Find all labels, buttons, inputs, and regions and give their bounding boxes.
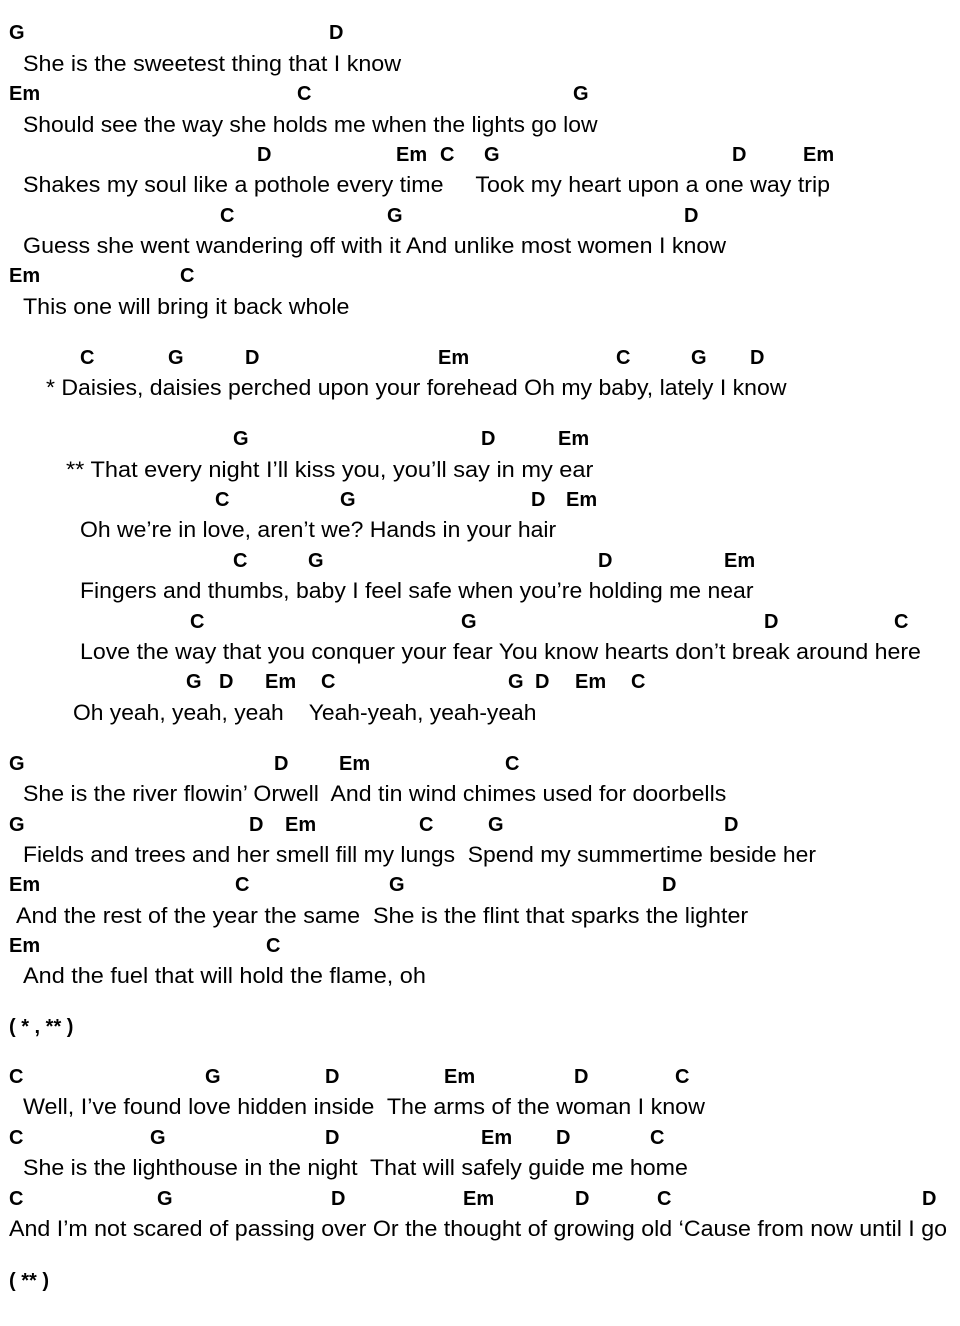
- chord: D: [556, 1127, 571, 1149]
- lyric-line: Guess she went wandering off with it And unlike most women I know: [23, 233, 727, 258]
- chord: C: [9, 1188, 24, 1210]
- chord: Em: [803, 144, 835, 166]
- chord: G: [387, 205, 403, 227]
- chord: C: [297, 83, 312, 105]
- lyric-line: Fields and trees and her smell fill my lungs Spend my summertime beside her: [23, 842, 816, 867]
- chord: D: [249, 814, 264, 836]
- chord: Em: [438, 347, 470, 369]
- chord: D: [598, 550, 613, 572]
- chord: D: [219, 671, 234, 693]
- chord: G: [150, 1127, 166, 1149]
- lyric-line: Oh yeah, yeah, yeah Yeah-yeah, yeah-yeah: [73, 700, 537, 725]
- chord: D: [684, 205, 699, 227]
- chord: D: [329, 22, 344, 44]
- lyric-line: Love the way that you conquer your fear You know hearts don’t break around here: [80, 639, 921, 664]
- chord: Em: [575, 671, 607, 693]
- chord: Em: [9, 874, 41, 896]
- chord: C: [675, 1066, 690, 1088]
- chord: G: [205, 1066, 221, 1088]
- chord: G: [233, 428, 249, 450]
- chord: C: [266, 935, 281, 957]
- chord: Em: [9, 935, 41, 957]
- chord: C: [9, 1127, 24, 1149]
- lyric-line: And the fuel that will hold the flame, oh: [23, 963, 426, 988]
- chord: G: [157, 1188, 173, 1210]
- chord: Em: [481, 1127, 513, 1149]
- chord: C: [650, 1127, 665, 1149]
- chord: D: [535, 671, 550, 693]
- chord: Em: [285, 814, 317, 836]
- lyric-line: This one will bring it back whole: [23, 294, 350, 319]
- repeat-marker: ( * , ** ): [9, 1016, 74, 1038]
- chord: D: [732, 144, 747, 166]
- lyric-line: Fingers and thumbs, baby I feel safe when you’re holding me near: [80, 578, 754, 603]
- chord: G: [484, 144, 500, 166]
- chord: D: [662, 874, 677, 896]
- chord: G: [186, 671, 202, 693]
- chord: G: [168, 347, 184, 369]
- chord: D: [481, 428, 496, 450]
- chord: Em: [463, 1188, 495, 1210]
- lyric-line: And I’m not scared of passing over Or the thought of growing old ‘Cause from now until I go: [9, 1216, 948, 1241]
- chord: G: [308, 550, 324, 572]
- chord: C: [9, 1066, 24, 1088]
- lyric-line: Oh we’re in love, aren’t we? Hands in your hair: [80, 517, 557, 542]
- chord: Em: [444, 1066, 476, 1088]
- chord: Em: [9, 83, 41, 105]
- chord: C: [419, 814, 434, 836]
- chord: C: [894, 611, 909, 633]
- chord: D: [574, 1066, 589, 1088]
- chord: Em: [396, 144, 428, 166]
- chord: G: [461, 611, 477, 633]
- lyric-line: ** That every night I’ll kiss you, you’ll say in my ear: [66, 457, 594, 482]
- chord: Em: [724, 550, 756, 572]
- repeat-marker: ( ** ): [9, 1270, 49, 1292]
- chord: Em: [558, 428, 590, 450]
- chord: C: [235, 874, 250, 896]
- lyric-line: Should see the way she holds me when the lights go low: [23, 112, 598, 137]
- lyric-line: * Daisies, daisies perched upon your forehead Oh my baby, lately I know: [46, 375, 787, 400]
- chord: C: [190, 611, 205, 633]
- chord: D: [764, 611, 779, 633]
- chord: C: [616, 347, 631, 369]
- chord: C: [215, 489, 230, 511]
- chord: G: [389, 874, 405, 896]
- chord: Em: [566, 489, 598, 511]
- chord: C: [220, 205, 235, 227]
- lyric-line: Shakes my soul like a pothole every time Took my heart upon a one way trip: [23, 172, 831, 197]
- chord: Em: [9, 265, 41, 287]
- chord: C: [180, 265, 195, 287]
- lyric-line: And the rest of the year the same She is the flint that sparks the lighter: [16, 903, 749, 928]
- lyric-line: Well, I’ve found love hidden inside The arms of the woman I know: [23, 1094, 705, 1119]
- lyric-line: She is the lighthouse in the night That will safely guide me home: [23, 1155, 688, 1180]
- chord: G: [508, 671, 524, 693]
- chord: D: [325, 1066, 340, 1088]
- chord: C: [233, 550, 248, 572]
- chord: D: [257, 144, 272, 166]
- chord: G: [9, 22, 25, 44]
- chord: G: [9, 814, 25, 836]
- chord: C: [80, 347, 95, 369]
- chord: G: [340, 489, 356, 511]
- chord: G: [573, 83, 589, 105]
- chord: D: [331, 1188, 346, 1210]
- chord: C: [505, 753, 520, 775]
- chord: G: [9, 753, 25, 775]
- chord: G: [691, 347, 707, 369]
- chord: G: [488, 814, 504, 836]
- chord: D: [922, 1188, 937, 1210]
- chord: D: [750, 347, 765, 369]
- chord: C: [657, 1188, 672, 1210]
- chord: D: [325, 1127, 340, 1149]
- chord: D: [274, 753, 289, 775]
- chord: D: [531, 489, 546, 511]
- chord: C: [440, 144, 455, 166]
- lyric-line: She is the sweetest thing that I know: [23, 51, 402, 76]
- chord: Em: [265, 671, 297, 693]
- chord: D: [575, 1188, 590, 1210]
- lyric-line: She is the river flowin’ Orwell And tin wind chimes used for doorbells: [23, 781, 727, 806]
- chord: C: [321, 671, 336, 693]
- chord: D: [724, 814, 739, 836]
- chord: Em: [339, 753, 371, 775]
- chord: C: [631, 671, 646, 693]
- chord: D: [245, 347, 260, 369]
